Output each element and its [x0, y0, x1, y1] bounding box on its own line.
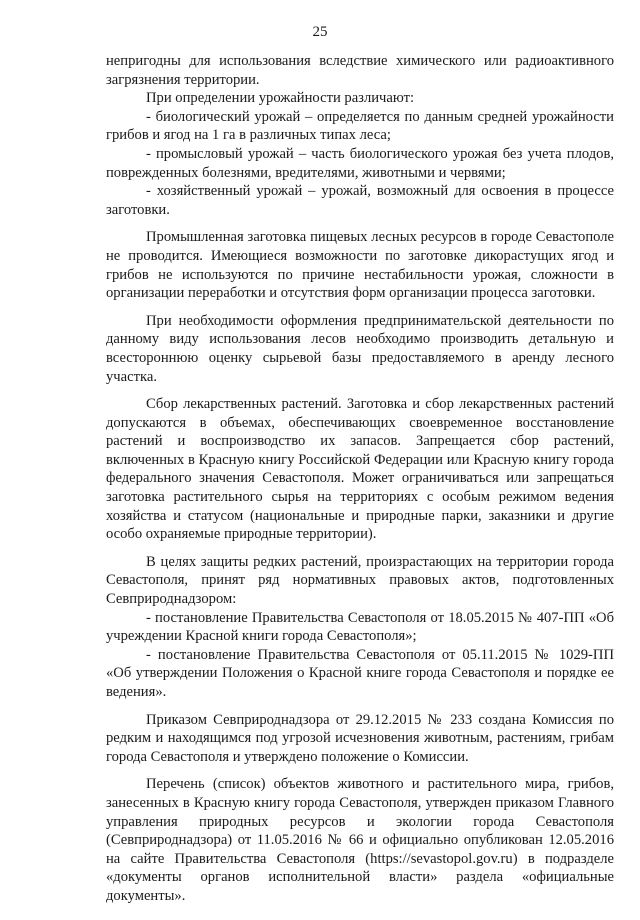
list-item-resolution-1029: - постановление Правительства Севастополя от 05.11.2015 № 1029-ПП «Об утверждении Положения о Красной книге города Севастополя и порядке ее ведения».	[106, 646, 614, 700]
page-number: 25	[312, 24, 328, 40]
paragraph-red-book-list: Перечень (список) объектов животного и растительного мира, грибов, занесенных в Красную книгу города Севастополя, утвержден приказом Главного управления природных ресурсов и экологии города Севастополя (Севприроднадзора) от 11.05.2016 № 66 и официально опубликован 12.05.2016 на сайте Правительства Севастополя (https://sevastopol.gov.ru) в подразделе «документы органов исполнительной власти» раздела «официальные документы».	[106, 776, 614, 904]
paragraph-continuation: непригодны для использования вследствие химического или радиоактивного загрязнения территории.	[106, 53, 614, 88]
document-body	[106, 52, 614, 906]
paragraph-rare-plants: В целях защиты редких растений, произрастающих на территории города Севастополя, принят ряд нормативных правовых актов, подготовленных Севприроднадзором:	[106, 553, 614, 608]
paragraph-industrial-harvesting: Промышленная заготовка пищевых лесных ресурсов в городе Севастополе не проводится. Имеющиеся возможности по заготовке дикорастущих ягод и грибов не используются по причине нестабильности урожая, сложности в организации переработки и отсутствия форм организации процесса заготовки.	[106, 229, 614, 302]
list-item-commercial-yield: - промысловый урожай – часть биологического урожая без учета плодов, поврежденных болезнями, вредителями, животными и червями;	[106, 145, 614, 181]
list-item-resolution-407: - постановление Правительства Севастополя от 18.05.2015 № 407-ПП «Об учреждении Красной книги города Севастополя»;	[106, 609, 614, 645]
paragraph-medicinal-plants: Сбор лекарственных растений. Заготовка и сбор лекарственных растений допускаются в объемах, обеспечивающих своевременное восстановление растений и воспроизводство их запасов. Запрещается сбор растений, включенных в Красную книгу Российской Федерации или Красную книгу города федерального значения Севастополя. Может ограничиваться или запрещаться заготовка растительного сырья на территориях с особым режимом ведения хозяйства и статусом (национальные и природные парки, заказники и другие особо охраняемые природные территории).	[106, 396, 614, 543]
paragraph-commission-order: Приказом Севприроднадзора от 29.12.2015 № 233 создана Комиссия по редким и находящимся под угрозой исчезновения животным, растениям, грибам города Севастополя и утверждено положение о Комиссии.	[106, 711, 614, 765]
paragraph-business-activity: При необходимости оформления предпринимательской деятельности по данному виду использования лесов необходимо производить детальную и всестороннюю оценку сырьевой базы предоставляемого в аренду лесного участка.	[106, 312, 614, 385]
list-item-economic-yield: - хозяйственный урожай – урожай, возможный для освоения в процессе заготовки.	[106, 183, 614, 218]
paragraph-yield-intro: При определении урожайности различают:	[146, 90, 414, 107]
list-item-biological-yield: - биологический урожай – определяется по данным средней урожайности грибов и ягод на 1 га в различных типах леса;	[106, 108, 614, 144]
